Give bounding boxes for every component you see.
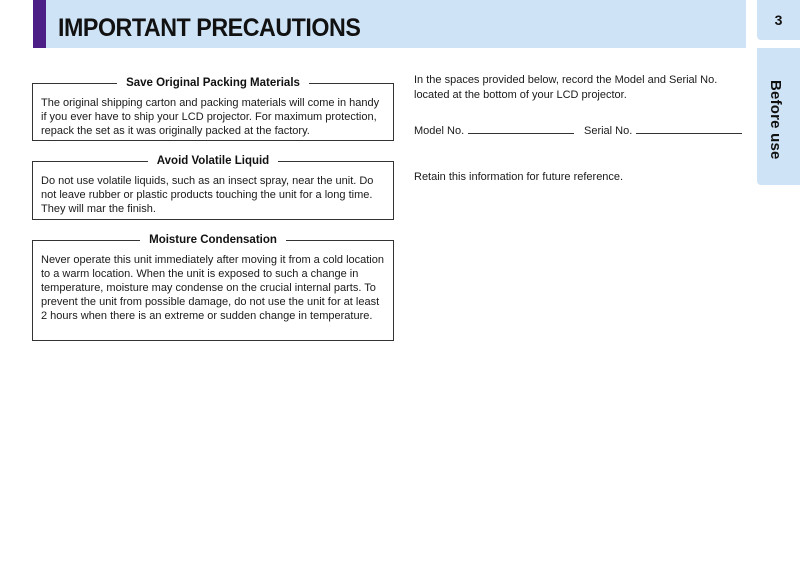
page-title: IMPORTANT PRECAUTIONS <box>58 14 361 42</box>
model-number-blank[interactable] <box>468 122 574 134</box>
notice-box-moisture-condensation <box>32 234 394 341</box>
serial-number-label: Serial No. <box>584 125 633 137</box>
section-tab <box>757 48 800 185</box>
page-number-tab <box>757 0 800 40</box>
notice-body: The original shipping carton and packing materials will come in handy if you ever have to ship your LCD projector. For maximum protection, repack the set as it was originally packed at the factory. <box>41 97 380 137</box>
record-instructions: In the spaces provided below, record the Model and Serial No. located at the bottom of your LCD projector. <box>414 74 718 101</box>
notice-title: Avoid Volatile Liquid <box>33 153 393 169</box>
notice-body: Do not use volatile liquids, such as an insect spray, near the unit. Do not leave rubber or plastic products touching the unit for a long time. They will mar the finish. <box>41 175 374 215</box>
header-accent-stripe <box>33 0 46 48</box>
notice-box-volatile-liquid <box>32 155 394 220</box>
model-number-field[interactable] <box>414 122 574 139</box>
section-label: Before use <box>767 80 784 160</box>
model-number-label: Model No. <box>414 125 465 137</box>
notice-title: Save Original Packing Materials <box>33 75 393 91</box>
page-number: 3 <box>774 12 783 28</box>
notice-body: Never operate this unit immediately after moving it from a cold location to a warm location. When the unit is exposed to such a change in temperature, moisture may condense on the crucial internal parts. To prevent the unit from possible damage, do not use the unit for at least 2 hours when there is an extreme or sudden change in temperature. <box>41 254 384 322</box>
serial-number-field[interactable] <box>584 122 742 139</box>
notice-title: Moisture Condensation <box>33 232 393 248</box>
notice-box-packing-materials <box>32 77 394 141</box>
serial-number-blank[interactable] <box>636 122 742 134</box>
retain-note: Retain this information for future reference. <box>414 171 624 183</box>
